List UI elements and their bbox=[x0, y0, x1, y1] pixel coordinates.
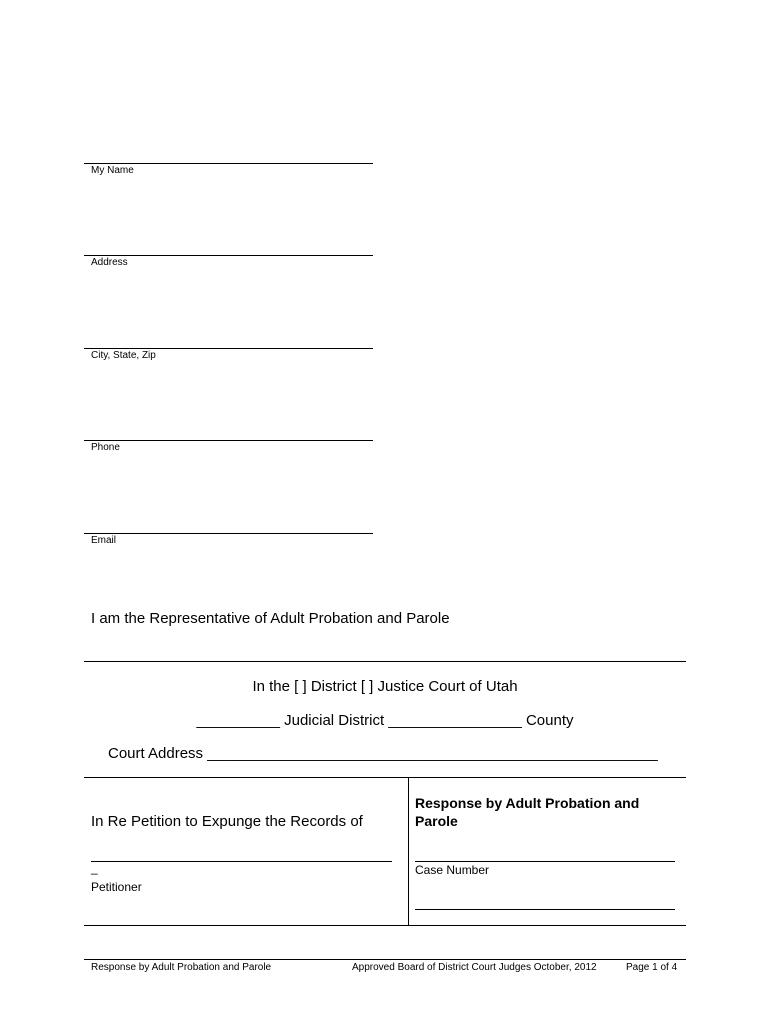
court-address-row bbox=[108, 745, 658, 762]
footer-rule bbox=[84, 959, 686, 960]
county-blank[interactable]: ________________ bbox=[388, 712, 522, 729]
extra-line[interactable] bbox=[415, 909, 675, 910]
county-label: County bbox=[525, 712, 574, 729]
petitioner-name-line[interactable] bbox=[91, 861, 392, 862]
phone-label: Phone bbox=[91, 442, 120, 453]
footer-left: Response by Adult Probation and Parole bbox=[91, 962, 272, 973]
address-line[interactable] bbox=[84, 255, 373, 256]
divider-caption-bottom bbox=[84, 925, 686, 926]
divider-caption-top bbox=[84, 777, 686, 778]
address-label: Address bbox=[91, 257, 128, 268]
case-number-label: Case Number bbox=[415, 863, 490, 877]
petitioner-label: Petitioner bbox=[91, 880, 142, 894]
caption-vertical-divider bbox=[408, 777, 409, 925]
email-line[interactable] bbox=[84, 533, 373, 534]
my-name-label: My Name bbox=[91, 165, 134, 176]
court-line-1: In the [ ] District [ ] Justice Court of Utah bbox=[252, 678, 518, 695]
email-label: Email bbox=[91, 535, 117, 546]
court-address-label: Court Address bbox=[108, 745, 204, 762]
court-address-blank[interactable]: ______________________________________________________ bbox=[207, 745, 658, 762]
divider-top bbox=[84, 661, 686, 662]
caption-left-title: In Re Petition to Expunge the Records of bbox=[91, 813, 363, 830]
petitioner-underscore: _ bbox=[91, 861, 98, 875]
city-state-zip-label: City, State, Zip bbox=[91, 350, 156, 361]
footer-center: Approved Board of District Court Judges October, 2012 bbox=[352, 962, 597, 973]
case-number-line[interactable] bbox=[415, 861, 675, 862]
representative-statement: I am the Representative of Adult Probation and Parole bbox=[91, 610, 450, 627]
phone-line[interactable] bbox=[84, 440, 373, 441]
judicial-district-row bbox=[0, 712, 770, 729]
judicial-district-blank[interactable]: __________ bbox=[196, 712, 280, 729]
city-state-zip-line[interactable] bbox=[84, 348, 373, 349]
footer-page-number: Page 1 of 4 bbox=[626, 962, 678, 973]
caption-right-title: Response by Adult Probation and Parole bbox=[415, 795, 640, 829]
judicial-district-label: Judicial District bbox=[284, 712, 385, 729]
name-line[interactable] bbox=[84, 163, 373, 164]
